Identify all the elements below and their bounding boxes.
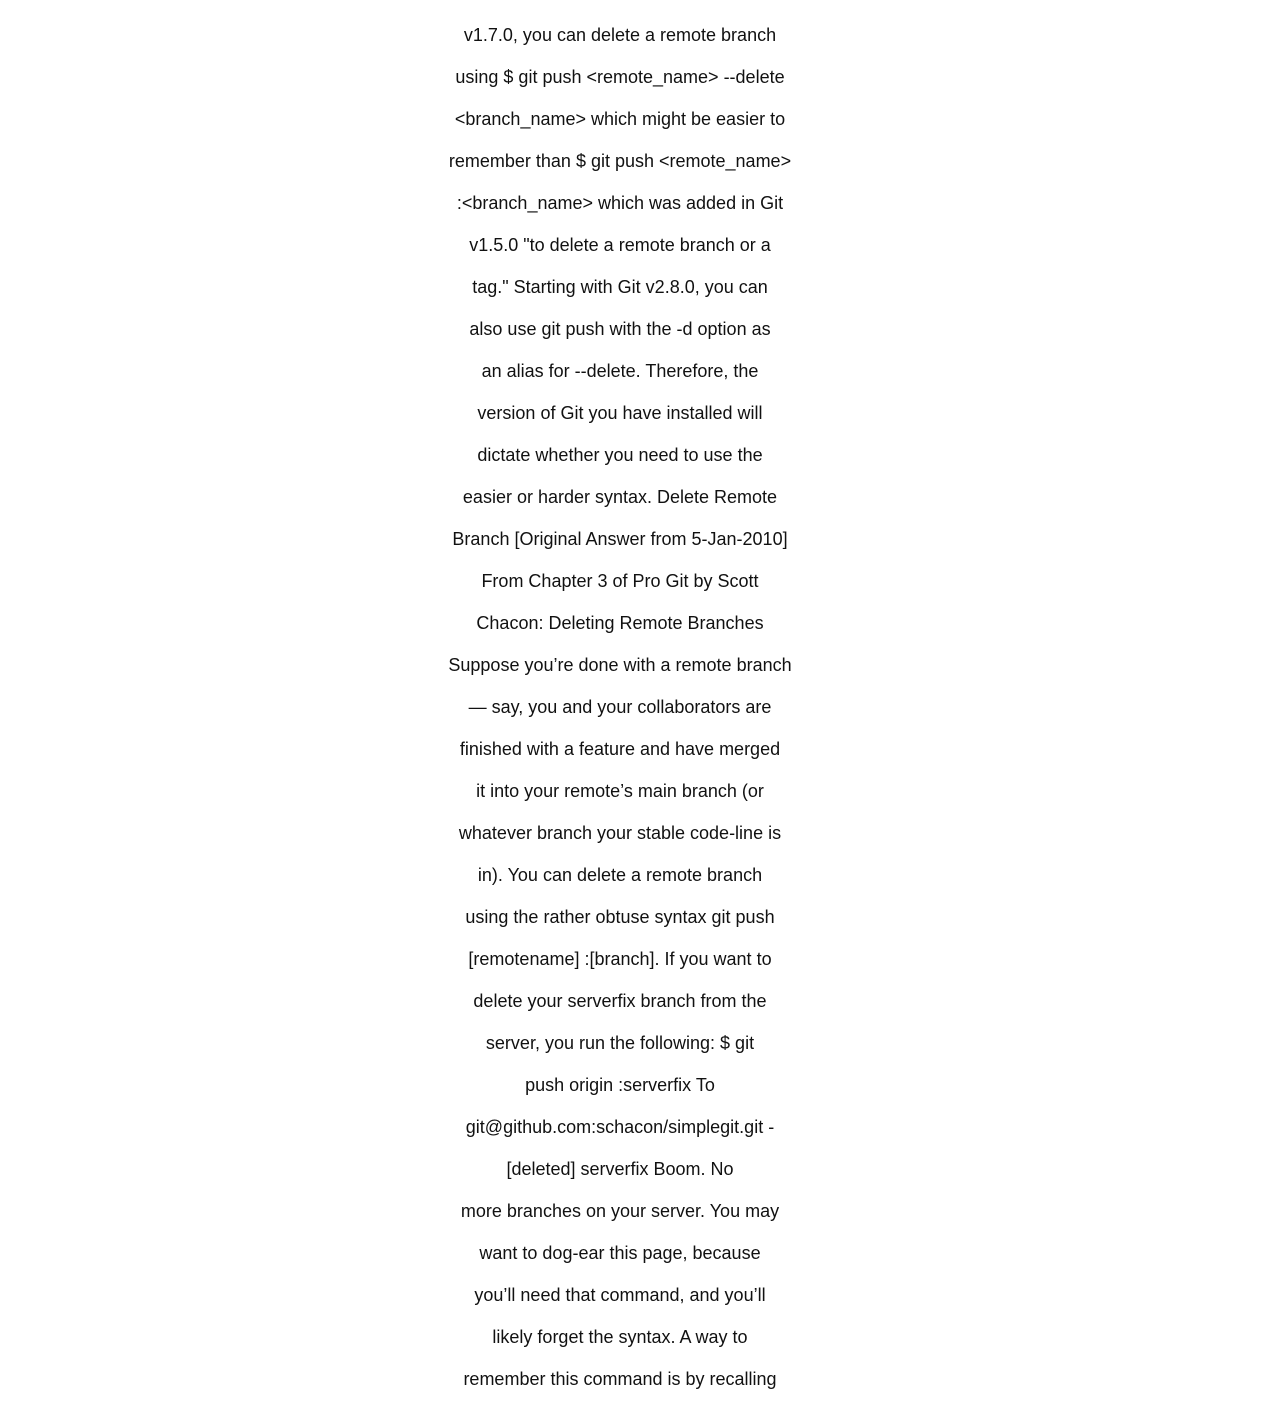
text-line: From Chapter 3 of Pro Git by Scott [481, 571, 759, 591]
text-line: remember than $ git push <remote_name> [448, 151, 792, 171]
text-line: v1.5.0 "to delete a remote branch or a [469, 235, 771, 255]
text-line: whatever branch your stable code-line is [458, 823, 782, 843]
text-line: version of Git you have installed will [477, 403, 763, 423]
text-line: it into your remote’s main branch (or [476, 781, 764, 801]
text-line: server, you run the following: $ git [485, 1033, 755, 1053]
text-line: v1.7.0, you can delete a remote branch [463, 25, 777, 45]
text-line: <branch_name> which might be easier to [454, 109, 786, 129]
text-line: dictate whether you need to use the [477, 445, 763, 465]
text-line: likely forget the syntax. A way to [492, 1327, 748, 1347]
text-line: want to dog-ear this page, because [479, 1243, 761, 1263]
text-line: an alias for --delete. Therefore, the [481, 361, 759, 381]
text-line: Suppose you’re done with a remote branch [448, 655, 792, 675]
text-line: :<branch_name> which was added in Git [456, 193, 784, 213]
text-line: — say, you and your collaborators are [468, 697, 772, 717]
text-line: using the rather obtuse syntax git push [465, 907, 775, 927]
text-line: finished with a feature and have merged [459, 739, 781, 759]
text-line: push origin :serverfix To [525, 1075, 715, 1095]
text-line: you’ll need that command, and you’ll [474, 1285, 766, 1305]
text-line: using $ git push <remote_name> --delete [455, 67, 785, 87]
text-line: also use git push with the -d option as [469, 319, 771, 339]
text-line: remember this command is by recalling [463, 1369, 777, 1389]
text-line: tag." Starting with Git v2.8.0, you can [472, 277, 768, 297]
text-line: [deleted] serverfix Boom. No [506, 1159, 734, 1179]
text-line: [remotename] :[branch]. If you want to [468, 949, 772, 969]
text-line: delete your serverfix branch from the [473, 991, 767, 1011]
text-line: more branches on your server. You may [460, 1201, 780, 1221]
text-line: easier or harder syntax. Delete Remote [462, 487, 778, 507]
text-line: in). You can delete a remote branch [477, 865, 763, 885]
article-text [445, 4, 795, 1411]
text-line: Branch [Original Answer from 5-Jan-2010] [452, 529, 788, 549]
text-line: git@github.com:schacon/simplegit.git - [465, 1117, 775, 1137]
text-line: Chacon: Deleting Remote Branches [476, 613, 764, 633]
